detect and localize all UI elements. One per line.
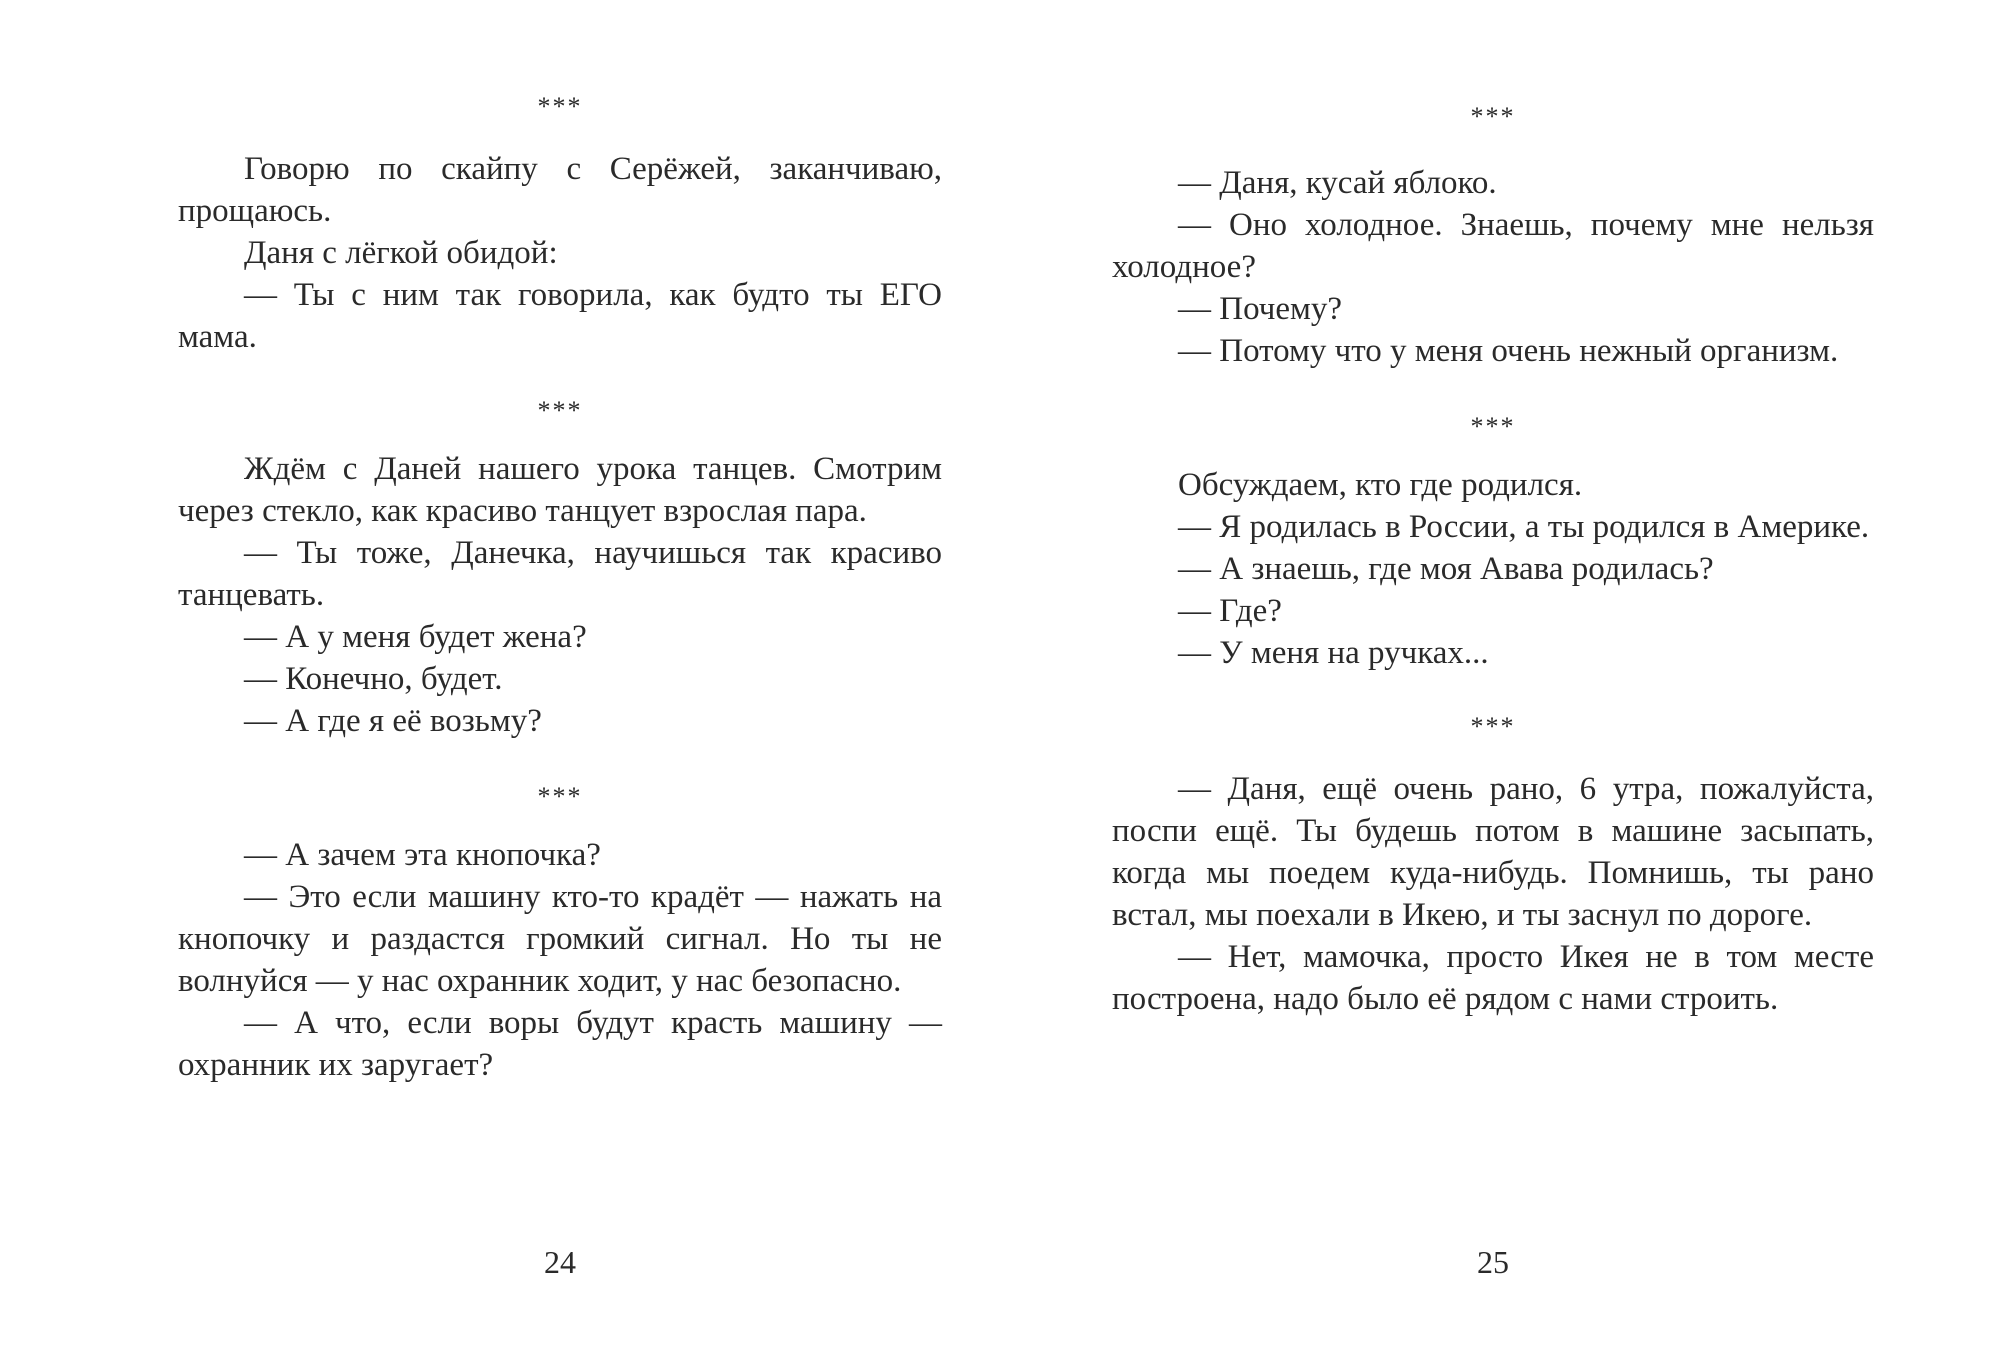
section-separator: ***: [1470, 412, 1516, 441]
paragraph: Обсуждаем, кто где родился.: [1178, 467, 1583, 503]
story-section: [1112, 0, 1874, 372]
paragraph: — Я родилась в России, а ты родился в Америке.: [1178, 509, 1870, 545]
paragraph: — Потому что у меня очень нежный организм.: [1178, 333, 1839, 369]
story-section: [178, 742, 942, 1086]
paragraph: — Даня, кусай яблоко.: [1178, 165, 1497, 201]
paragraph: — Конечно, будет.: [244, 661, 503, 697]
paragraph: — А знаешь, где моя Авава родилась?: [1178, 551, 1714, 587]
page-number: 24: [544, 1244, 576, 1280]
section-separator: ***: [537, 396, 583, 425]
section-separator: ***: [1470, 712, 1516, 741]
paragraph: — Почему?: [1178, 291, 1343, 327]
paragraph: Даня с лёгкой обидой:: [244, 235, 558, 271]
paragraph: Ждём с Даней нашего урока танцев. Смотрим через стекло, как красиво танцует взрослая пара.: [178, 451, 942, 529]
story-section: [1112, 674, 1874, 1020]
paragraph: — Ты с ним так говорила, как будто ты ЕГО мама.: [178, 277, 942, 355]
paragraph: Говорю по скайпу с Серёжей, заканчиваю, прощаюсь.: [178, 151, 942, 229]
paragraph: — Оно холодное. Знаешь, почему мне нельзя холодное?: [1112, 207, 1874, 285]
right-page: [1112, 0, 1874, 1362]
story-section: [1112, 372, 1874, 674]
section-separator: ***: [537, 92, 583, 121]
page-number: 25: [1477, 1244, 1509, 1280]
paragraph: — А что, если воры будут красть машину — охранник их заругает?: [178, 1005, 942, 1083]
paragraph: — Даня, ещё очень рано, 6 утра, пожалуйста, поспи ещё. Ты будешь потом в машине засыпать, когда мы поедем куда-нибудь. Помнишь, ты рано встал, мы поехали в Икею, и ты заснул по дороге.: [1112, 771, 1874, 933]
paragraph: — Где?: [1178, 593, 1282, 629]
paragraph: — Это если машину кто-то крадёт — нажать на кнопочку и раздастся громкий сигнал. Но ты не волнуйся — у нас охранник ходит, у нас безопасно.: [178, 879, 942, 999]
left-page: [178, 0, 942, 1362]
paragraph: — Ты тоже, Данечка, научишься так красиво танцевать.: [178, 535, 942, 613]
story-section: [178, 358, 942, 742]
section-separator: ***: [1470, 102, 1516, 131]
paragraph: — А у меня будет жена?: [244, 619, 587, 655]
story-section: [178, 0, 942, 358]
paragraph: — У меня на ручках...: [1178, 635, 1489, 671]
paragraph: — А где я её возьму?: [244, 703, 542, 739]
section-separator: ***: [537, 782, 583, 811]
paragraph: — Нет, мамочка, просто Икея не в том месте построена, надо было её рядом с нами строить.: [1112, 939, 1874, 1017]
paragraph: — А зачем эта кнопочка?: [244, 837, 601, 873]
